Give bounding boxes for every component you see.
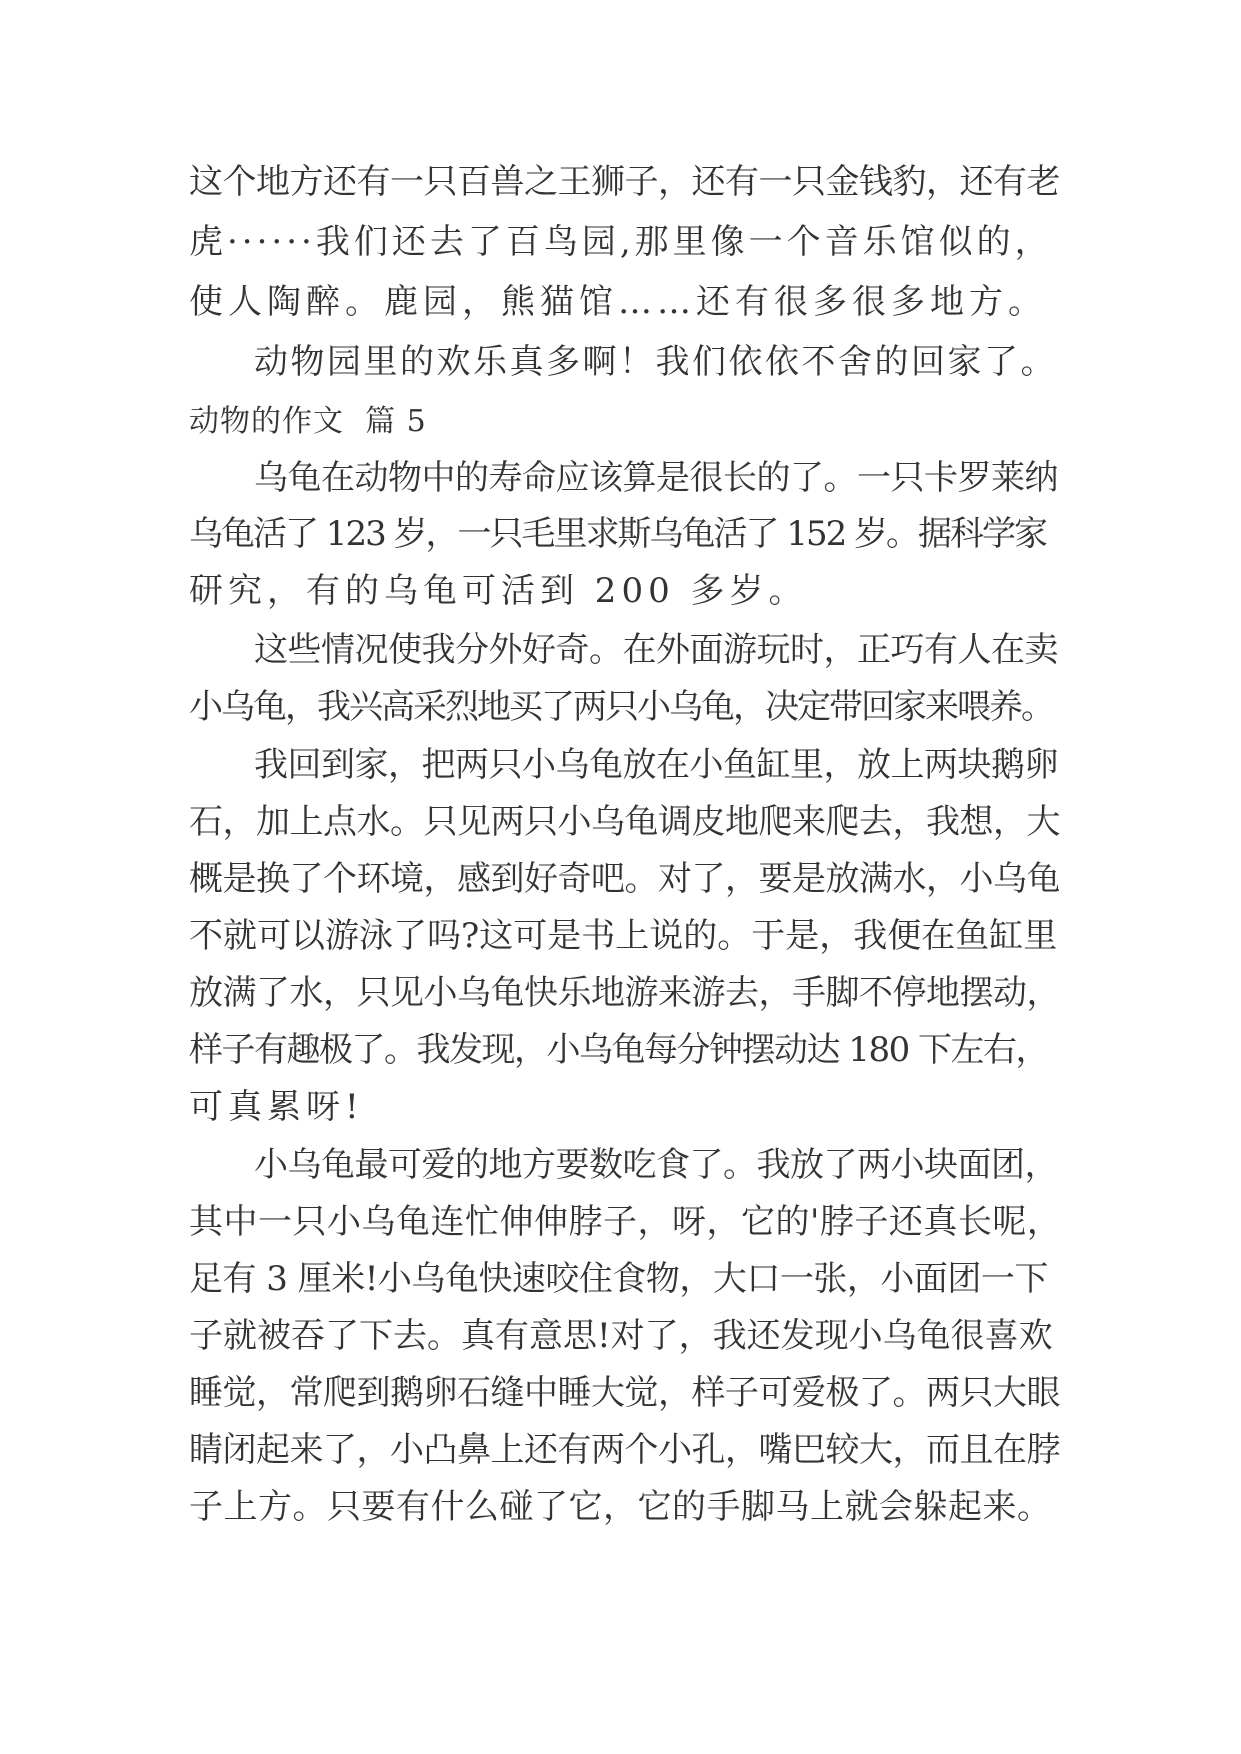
- paragraph-1-line-3: 使人陶醉。鹿园，熊猫馆……还有很多很多地方。: [189, 282, 1047, 322]
- paragraph-6-line-1: 小乌龟最可爱的地方要数吃食了。我放了两小块面团，: [254, 1145, 1058, 1185]
- paragraph-6-line-6: 睛闭起来了，小凸鼻上还有两个小孔，嘴巴较大，而且在脖: [189, 1430, 1060, 1470]
- paragraph-5-line-4: 不就可以游泳了吗?这可是书上说的。于是，我便在鱼缸里: [189, 916, 1058, 956]
- paragraph-5-line-7: 可真累呀!: [189, 1087, 364, 1127]
- paragraph-6-line-4: 子就被吞了下去。真有意思!对了，我还发现小乌龟很喜欢: [189, 1316, 1053, 1356]
- paragraph-5-line-3: 概是换了个环境，感到好奇吧。对了，要是放满水，小乌龟: [189, 859, 1060, 899]
- paragraph-3-line-1: 乌龟在动物中的寿命应该算是很长的了。一只卡罗莱纳: [254, 458, 1058, 498]
- paragraph-5-line-2: 石，加上点水。只见两只小乌龟调皮地爬来爬去，我想，大: [189, 802, 1060, 842]
- paragraph-3-line-3: 研究，有的乌龟可活到 200 多岁。: [189, 571, 808, 611]
- paragraph-6-line-3: 足有 3 厘米!小乌龟快速咬住食物，大口一张，小面团一下: [189, 1259, 1048, 1299]
- paragraph-6-line-5: 睡觉，常爬到鹅卵石缝中睡大觉，样子可爱极了。两只大眼: [189, 1373, 1060, 1413]
- paragraph-3-line-2: 乌龟活了 123 岁，一只毛里求斯乌龟活了 152 岁。据科学家: [189, 514, 1047, 554]
- paragraph-1-line-2: 虎······我们还去了百鸟园,那里像一个音乐馆似的，: [189, 222, 1053, 262]
- paragraph-5-line-6: 样子有趣极了。我发现，小乌龟每分钟摆动达 180 下左右，: [189, 1030, 1049, 1070]
- paragraph-2-line-1: 动物园里的欢乐真多啊！我们依依不舍的回家了。: [254, 342, 1057, 382]
- paragraph-4-line-1: 这些情况使我分外好奇。在外面游玩时，正巧有人在卖: [254, 630, 1058, 670]
- paragraph-5-line-5: 放满了水，只见小乌龟快乐地游来游去，手脚不停地摆动，: [189, 973, 1060, 1013]
- paragraph-1-line-1: 这个地方还有一只百兽之王狮子，还有一只金钱豹，还有老: [189, 162, 1060, 202]
- paragraph-5-line-1: 我回到家，把两只小乌龟放在小鱼缸里，放上两块鹅卵: [254, 745, 1058, 785]
- section-heading: 动物的作文 篇 5: [189, 404, 427, 439]
- paragraph-6-line-2: 其中一只小乌龟连忙伸伸脖子，呀，它的'脖子还真长呢，: [189, 1202, 1062, 1242]
- paragraph-4-line-2: 小乌龟，我兴高采烈地买了两只小乌龟，决定带回家来喂养。: [189, 687, 1053, 727]
- paragraph-6-line-7: 子上方。只要有什么碰了它，它的手脚马上就会躲起来。: [189, 1487, 1052, 1527]
